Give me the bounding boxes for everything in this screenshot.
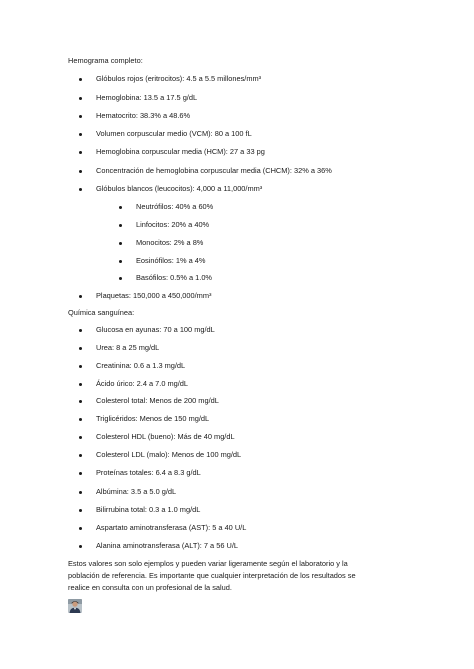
bullet-icon (79, 97, 82, 100)
bullet-icon (79, 472, 82, 475)
section-heading-hemograma: Hemograma completo: (68, 56, 143, 65)
list-item-text: Aspartato aminotransferasa (AST): 5 a 40 U/L (96, 523, 247, 532)
list-item-text: Glucosa en ayunas: 70 a 100 mg/dL (96, 325, 215, 334)
list-item-text: Urea: 8 a 25 mg/dL (96, 343, 160, 352)
bullet-icon (79, 454, 82, 457)
disclaimer-line: realice en consulta con un profesional de la salud. (68, 583, 232, 592)
bullet-icon (79, 365, 82, 368)
bullet-icon (79, 133, 82, 136)
bullet-icon (79, 329, 82, 332)
list-item-text: Hemoglobina corpuscular media (HCM): 27 a 33 pg (96, 147, 265, 156)
list-item-text: Neutrófilos: 40% a 60% (136, 202, 214, 211)
disclaimer-line: población de referencia. Es importante que cualquier interpretación de los resultados se (68, 571, 356, 580)
disclaimer-line: Estos valores son solo ejemplos y pueden variar ligeramente según el laboratorio y la (68, 559, 348, 568)
list-item-text: Creatinina: 0.6 a 1.3 mg/dL (96, 361, 186, 370)
list-item-text: Eosinófilos: 1% a 4% (136, 256, 206, 265)
list-item-text: Volumen corpuscular medio (VCM): 80 a 100 fL (96, 129, 252, 138)
list-item-text: Colesterol HDL (bueno): Más de 40 mg/dL (96, 432, 235, 441)
section-heading-quimica: Química sanguínea: (68, 308, 135, 317)
bullet-icon (79, 545, 82, 548)
list-item-text: Glóbulos blancos (leucocitos): 4,000 a 11,000/mm³ (96, 184, 263, 193)
bullet-icon (119, 242, 122, 245)
bullet-icon (79, 347, 82, 350)
bullet-icon (119, 260, 122, 263)
bullet-icon (79, 383, 82, 386)
person-photo-icon (68, 599, 82, 613)
list-item-text: Concentración de hemoglobina corpuscular media (CHCM): 32% a 36% (96, 166, 332, 175)
bullet-icon (79, 527, 82, 530)
list-item-text: Monocitos: 2% a 8% (136, 238, 204, 247)
list-item-text: Ácido úrico: 2.4 a 7.0 mg/dL (96, 379, 189, 388)
bullet-icon (79, 436, 82, 439)
list-item-text: Hematocrito: 38.3% a 48.6% (96, 111, 191, 120)
list-item-text: Albúmina: 3.5 a 5.0 g/dL (96, 487, 177, 496)
bullet-icon (119, 224, 122, 227)
bullet-icon (79, 188, 82, 191)
list-item-text: Linfocitos: 20% a 40% (136, 220, 210, 229)
bullet-icon (79, 295, 82, 298)
bullet-icon (79, 509, 82, 512)
bullet-icon (79, 115, 82, 118)
bullet-icon (119, 206, 122, 209)
list-item-text: Colesterol total: Menos de 200 mg/dL (96, 396, 219, 405)
bullet-icon (79, 400, 82, 403)
bullet-icon (79, 78, 82, 81)
list-item-text: Colesterol LDL (malo): Menos de 100 mg/dL (96, 450, 242, 459)
bullet-icon (79, 170, 82, 173)
bullet-icon (79, 491, 82, 494)
bullet-icon (79, 151, 82, 154)
list-item-text: Alanina aminotransferasa (ALT): 7 a 56 U/L (96, 541, 238, 550)
list-item-text: Hemoglobina: 13.5 a 17.5 g/dL (96, 93, 198, 102)
list-item-text: Triglicéridos: Menos de 150 mg/dL (96, 414, 210, 423)
bullet-icon (79, 418, 82, 421)
list-item-text: Basófilos: 0.5% a 1.0% (136, 273, 213, 282)
list-item-text: Plaquetas: 150,000 a 450,000/mm³ (96, 291, 212, 300)
list-item-text: Bilirrubina total: 0.3 a 1.0 mg/dL (96, 505, 201, 514)
bullet-icon (119, 277, 122, 280)
disclaimer-paragraph (68, 558, 413, 594)
author-avatar (68, 599, 82, 613)
list-item-text: Proteínas totales: 6.4 a 8.3 g/dL (96, 468, 201, 477)
list-item-text: Glóbulos rojos (eritrocitos): 4.5 a 5.5 millones/mm³ (96, 74, 262, 83)
